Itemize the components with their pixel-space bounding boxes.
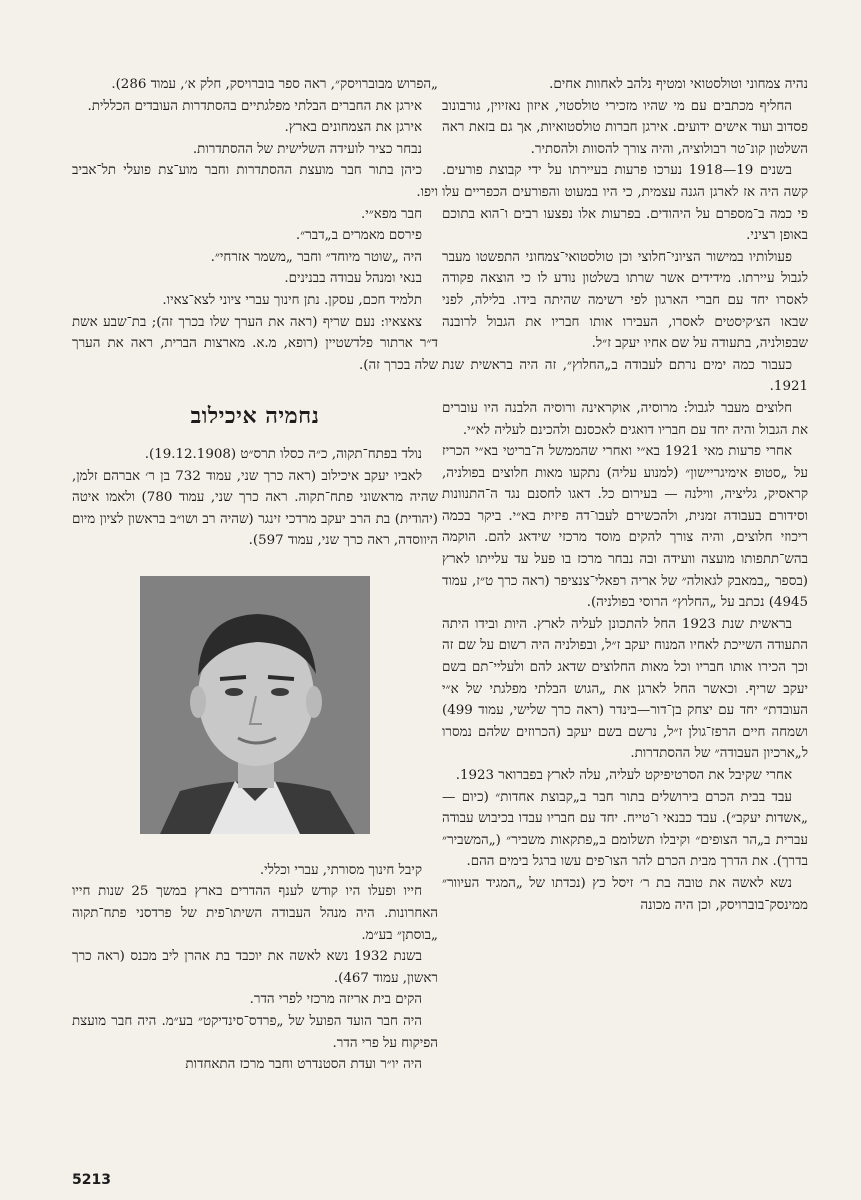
page-number: 5213 bbox=[72, 1172, 111, 1188]
paragraph: עבד בבית הכרם בירושלים בתור חבר ב„קבוצת אחדות״ (כיום — „אשדות יעקב״). עבד כבנאי ו־טייח. יחד עם חבריו עבדו בכיבוש עבודה עברית ב„הר הצופים״ וקיבלו תשלומם ב„פתקאות משביר״ („המשביר״ בדרך). את הדרך מבית הכרם להר הצו־פים עשו ברגל בימים ההם. bbox=[442, 789, 808, 870]
paragraph: בנאי ומנהל עבודה בבנינים. bbox=[284, 271, 422, 287]
paragraph: אירגן את החברים הבלתי מפלגתיים בהסתדרות העובדים הכללית. bbox=[87, 98, 422, 114]
paragraph: נולד בפתח־תקוה, כ״ה כסלו תרס״ט (19.12.1908). bbox=[144, 446, 422, 462]
paragraph: בשנת 1932 נשא לאשה את יוכבד בת אהרן ליב מכנס (ראה כרך ראשון, עמוד 467). bbox=[72, 949, 438, 986]
paragraph: היה יו״ר ועדת הסטנדרט וחבר מרכז התאחדות bbox=[185, 1057, 422, 1073]
paragraph: החליף מכתבים עם מי שהיו מזכירי טולסטוי, איזון נאזיוין, גורבונוב פסדוב ועוד אישים ידועים. אירגן חברות טולסטואיות, אך גם בזאת ראה השלטון קונ־טר רבולוציה, והיה צורך להסוות ולהסתיר. bbox=[442, 98, 808, 157]
paragraph: אחרי שקיבל את הסרטיפיקט לעליה, עלה לארץ בפברואר 1923. bbox=[455, 768, 792, 783]
paragraph: בראשית שנת 1923 החל להתכונן לעליה לארץ. היות ובידו היתה התעודה השייכת לאחיו המנוח יעקב ז״ל, ובפולניה היה רשום על שם זה וכך הכירו אותו חבריו וכל מאות החלוצים שדאג להם ולעליי־תם בשם יעקב שריף. וכאשר החל לארגן את „הגוש הבלתי מפלגתי של א״י העובדת״ יחד עם יצחק בן־דור—בינדר (ראה כרך שלישי, עמוד 499) ושמחה חיים הרפז־גולן ז״ל, נרשם בשם יעקב (הכרוזים שלהם נמסרו ל„ארכיון העבודה״ של ההסתדרות. bbox=[442, 616, 808, 762]
paragraph: בשנים 19—1918 נערכו פרעות בעיירתו על ידי קבוצת פורעים. קשה היה אז לארגן הגנה עצמית, כי היו במעוט והפורעים הכפריים עלו פי כמה ב־מספרם על היהודים. בפרעות אלו נפצעו רבים ו־הוא בתוכם באופן רציני. bbox=[442, 163, 808, 244]
paragraph: פעולותיו במישור הציוני־חלוצי וכן טולסטואי־צמחוני התפשטו מעבר לגבול עיירתו. מידידים אשר שרתו בשלטון נודע לו כי הוצאה פקודה לאסרו יחד עם חברי הארגון לפי רשימה שהיתה בידו. בלילה, לפני שבאו הצ׳קיסטים לאסרו, העבירו אותו חבריו את הגבול לרובנה שבפולניה, בתעודה על שם אחיו יעקב ז״ל. bbox=[442, 249, 808, 352]
paragraph: חבר מפא״י. bbox=[360, 206, 422, 222]
paragraph: כעבור כמה ימים נרתם לעבודה ב„החלוץ״, זה היה בראשית שנת 1921. bbox=[442, 357, 808, 395]
paragraph: היה „שוטר מיוחד״ וחבר „משמר אזרחי״. bbox=[210, 249, 422, 265]
paragraph: צאצאיו: נעם שריף (ראה את הערך שלו בכרך זה); בת־שבע אשת ד״ר ארתור פלדשטיין (רופא, מ.א. מארצות הברית, ראה את הערך שלה בכרך זה). bbox=[72, 314, 438, 373]
paragraph: היה חבר הועד הפועל של „פרדס־סינדיקט״ בע״מ. היה חבר מועצת הפיקוח על פרי הדר. bbox=[72, 1014, 438, 1051]
paragraph: אחרי פרעות מאי 1921 בא״י ואחרי שהממשל ה־בריטי בא״י הכריז על „סטופ אימיגריישון״ (למנוע עליה) נתקעו מאות חלוצים בפולניה, קראסיק, גליציה, ווילנה — בעירום כל. דאגו לחסנם נגד ה־התנוונות וסידורם בעבודה זמנית, ולהכשירם לעבו־דה פיזית בא״י. ביקר בכמה ריכוזי חלוצים, והיה צורך להקים מוסד מרכזי שידאג להם. הוקמה בהש־תתפותו מועצה וועידה ובה נבחר מרכז בו פעל עד עלייתו לארץ (בספר „במאבק לגאולה״ של אריה רפאלי־צנציפר (ראה כרך ט״ז, עמוד 4945) נכתב על „החלוץ״ הרוסי בפולניה). bbox=[442, 444, 808, 611]
left-text-column bbox=[72, 74, 438, 1076]
entry-heading: נחמיה איכילוב bbox=[190, 403, 320, 430]
paragraph: כיהן בתור חבר מועצת ההסתדרות וחבר מוע־צת פועלי תל־אביב ויפו. bbox=[72, 163, 438, 200]
paragraph: נהיה צמחוני וטולסטואי ומטיף נלהב לאחוות אחים. bbox=[549, 77, 808, 92]
paragraph: חלוצים מעבר לגבול: מרוסיה, אוקראינה ורוסיה הלבנה היו עוברים את הגבול והיה יחד עם חבריו דואגים לאכסנם ולהכינם לעליה לא״י. bbox=[442, 400, 808, 438]
paragraph: נשא לאשה את טובה בת ר׳ זיסל כץ (נכדתו של „המגיד העיוור״ ממינסק־בוברויסק, וכן היה מכונה bbox=[442, 875, 808, 913]
portrait-image bbox=[140, 576, 370, 834]
portrait-photo bbox=[140, 576, 370, 834]
paragraph: תלמיד חכם, עסקן. נתן חינוך עברי ציוני לצא־צאיו. bbox=[162, 292, 422, 308]
paragraph: חייו ופעלו היו קודש לענף ההדרים בארץ במשך 25 שנות חייו האחרונות. היה מנהל העבודה השיתו־פית של פרדסני פתח־תקוה „בוסתן״ בע״מ. bbox=[72, 884, 438, 943]
paragraph: פירסם מאמרים ב„דבר״. bbox=[295, 228, 422, 244]
paragraph: לאביו יעקב איכילוב (ראה כרך שני, עמוד 732 בן ר׳ אברהם זלמן, שהיה מראשוני פתח־תקוה. ראה כרך שני, עמוד 780) ולאמו איטה (יהודית) בת הרב יעקב מרדכי זינגר (שהיה רב ושו״ב בראשון לציון מיום היווסדה, ראה כרך שני, עמוד 597). bbox=[72, 468, 439, 549]
paragraph: הקים בית אריזה מרכזי לפרי הדר. bbox=[249, 992, 422, 1008]
paragraph: נבחר כציר לועידה השלישית של ההסתדרות. bbox=[192, 141, 422, 157]
paragraph: „הפרוש מבוברויסק״, ראה ספר בוברויסק, חלק א׳, עמוד 286). bbox=[111, 77, 438, 92]
right-text-column bbox=[442, 74, 808, 916]
paragraph: אירגן את הצמחונים בארץ. bbox=[284, 120, 422, 136]
paragraph: קיבל חינוך מסורתי, עברי וכללי. bbox=[259, 862, 422, 878]
